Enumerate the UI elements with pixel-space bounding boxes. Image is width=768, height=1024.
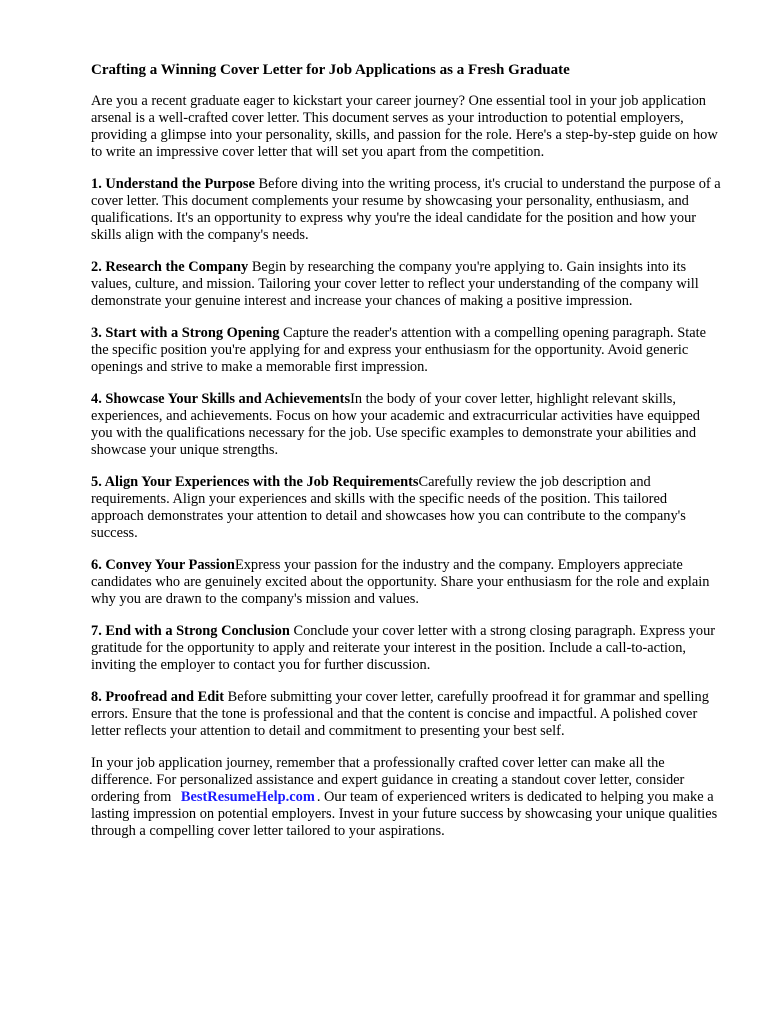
step-4-heading: 4. Showcase Your Skills and Achievements — [91, 391, 351, 407]
closing-text-after-link: . Our team of experienced writers is dedicated to helping you make a lasting impression on potential employers. Invest in your future success by showcasing your unique qualities through a compelling cover letter tailored to your aspirations. — [91, 789, 718, 839]
step-7-heading: 7. End with a Strong Conclusion — [91, 623, 290, 639]
step-8-paragraph — [91, 689, 722, 740]
step-5-paragraph — [91, 474, 722, 542]
closing-paragraph — [91, 755, 722, 840]
step-8-body: Before submitting your cover letter, carefully proofread it for grammar and spelling errors. Ensure that the tone is professional and that the content is concise and impactful. A polished cover letter reflects your attention to detail and commitment to presenting your best self. — [91, 689, 709, 739]
document-title: Crafting a Winning Cover Letter for Job Applications as a Fresh Graduate — [91, 62, 570, 78]
step-3-body: Capture the reader's attention with a compelling opening paragraph. State the specific position you're applying for and express your enthusiasm for the opportunity. Avoid generic openings and strive to make a memorable first impression. — [91, 325, 707, 375]
closing-text-before-link: In your job application journey, remember that a professionally crafted cover letter can make all the difference. For personalized assistance and expert guidance in creating a standout cover letter, consider ordering from — [91, 755, 685, 805]
step-1-heading: 1. Understand the Purpose — [91, 176, 255, 192]
step-8-heading: 8. Proofread and Edit — [91, 689, 224, 705]
step-6-heading: 6. Convey Your Passion — [91, 557, 235, 573]
step-2-body: Begin by researching the company you're applying to. Gain insights into its values, culture, and mission. Tailoring your cover letter to reflect your understanding of the company will demonstrate your genuine interest and increase your chances of making a positive impression. — [91, 259, 699, 309]
step-4-body: In the body of your cover letter, highlight relevant skills, experiences, and achievements. Focus on how your academic and extracurricular activities have equipped you with the qualifications necessary for the job. Use specific examples to demonstrate your abilities and showcase your unique strengths. — [91, 391, 700, 458]
step-2-heading: 2. Research the Company — [91, 259, 249, 275]
step-4-paragraph — [91, 391, 722, 459]
intro-paragraph: Are you a recent graduate eager to kickstart your career journey? One essential tool in your job application arsenal is a well-crafted cover letter. This document serves as your introduction to potential employers, providing a glimpse into your personality, skills, and passion for the role. Here's a step-by-step guide on how to write an impressive cover letter that will set you apart from the competition. — [91, 93, 718, 160]
step-3-heading: 3. Start with a Strong Opening — [91, 325, 280, 341]
step-5-body: Carefully review the job description and requirements. Align your experiences and skills with the specific needs of the position. This tailored approach demonstrates your attention to detail and showcases how you can contribute to the company's success. — [91, 474, 686, 541]
step-6-paragraph — [91, 557, 722, 608]
step-7-body: Conclude your cover letter with a strong closing paragraph. Express your gratitude for the opportunity to apply and reiterate your interest in the position. Include a call-to-action, inviting the employer to contact you for further discussion. — [91, 623, 716, 673]
step-5-heading: 5. Align Your Experiences with the Job Requirements — [91, 474, 419, 490]
step-7-paragraph — [91, 623, 722, 674]
best-resume-help-link[interactable]: BestResumeHelp.com — [180, 789, 315, 805]
step-2-paragraph — [91, 259, 722, 310]
step-1-paragraph — [91, 176, 722, 244]
step-6-body: Express your passion for the industry and the company. Employers appreciate candidates who are genuinely excited about the opportunity. Share your enthusiasm for the role and explain why you are drawn to the company's mission and values. — [91, 557, 710, 607]
step-3-paragraph — [91, 325, 722, 376]
step-1-body: Before diving into the writing process, it's crucial to understand the purpose of a cover letter. This document complements your resume by showcasing your personality, enthusiasm, and qualifications. It's an opportunity to express why you're the ideal candidate for the position and how your skills align with the company's needs. — [91, 176, 721, 243]
